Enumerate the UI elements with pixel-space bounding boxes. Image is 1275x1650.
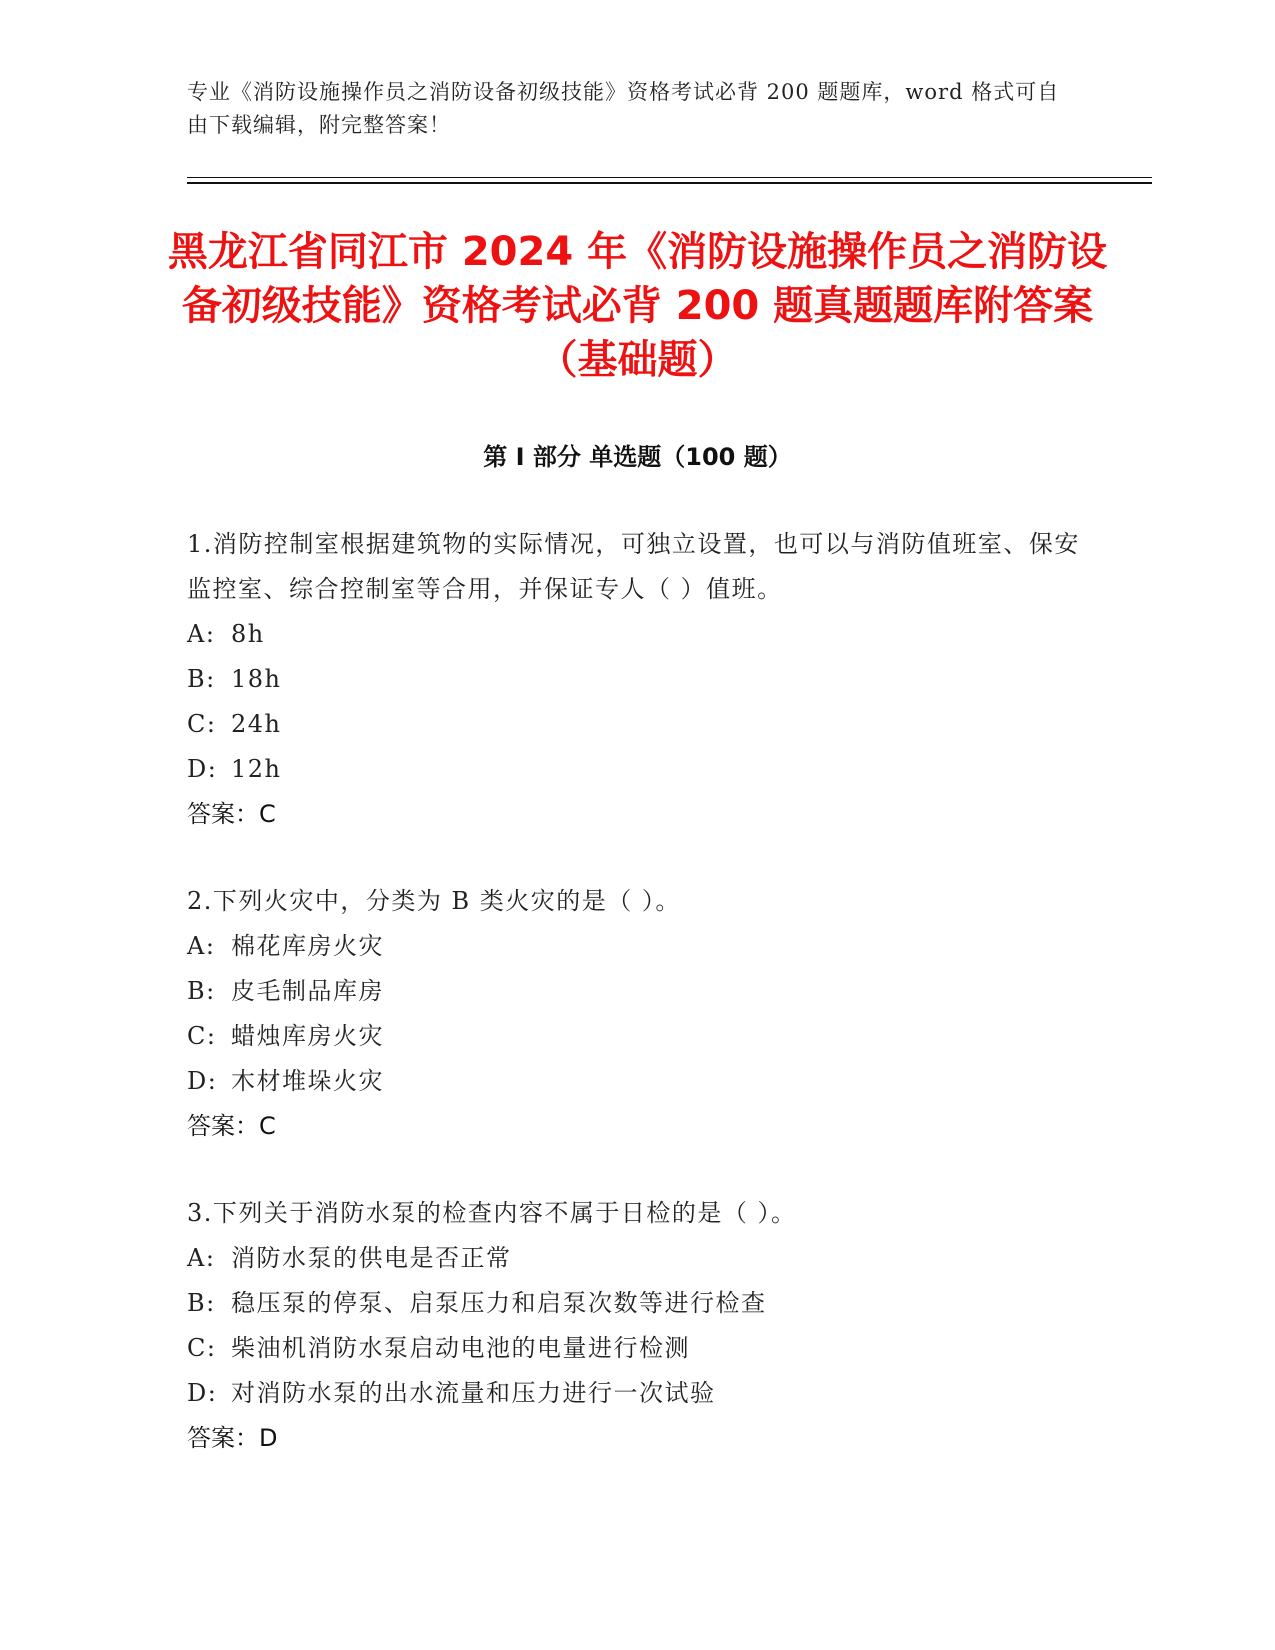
option-text: 消防水泵的供电是否正常	[231, 1244, 512, 1272]
option-b	[187, 657, 1087, 702]
question-3	[187, 1191, 1087, 1461]
option-letter: A:	[187, 620, 216, 648]
option-c	[187, 1326, 1087, 1371]
document-title: 黑龙江省同江市 2024 年《消防设施操作员之消防设备初级技能》资格考试必背 200 题真题题库附答案（基础题）	[167, 229, 1108, 383]
option-a	[187, 612, 1087, 657]
header-divider-thin	[187, 177, 1152, 178]
question-2	[187, 879, 1087, 1149]
option-text: 对消防水泵的出水流量和压力进行一次试验	[231, 1379, 716, 1407]
option-b	[187, 1281, 1087, 1326]
option-letter: C:	[187, 1022, 217, 1050]
option-letter: A:	[187, 1244, 216, 1272]
option-letter: D:	[187, 1067, 218, 1095]
option-letter: C:	[187, 1334, 217, 1362]
option-letter: C:	[187, 710, 217, 738]
option-d	[187, 1059, 1087, 1104]
option-text: 稳压泵的停泵、启泵压力和启泵次数等进行检查	[231, 1289, 767, 1317]
option-text: 木材堆垛火灾	[231, 1067, 384, 1095]
option-c	[187, 1014, 1087, 1059]
option-c	[187, 702, 1087, 747]
option-letter: D:	[187, 755, 218, 783]
option-text: 柴油机消防水泵启动电池的电量进行检测	[231, 1334, 690, 1362]
answer: 答案：C	[187, 1112, 276, 1140]
answer: 答案：D	[187, 1424, 278, 1452]
option-letter: D:	[187, 1379, 218, 1407]
option-letter: A:	[187, 932, 216, 960]
section-heading: 第 I 部分 单选题（100 题）	[483, 443, 792, 471]
option-a	[187, 924, 1087, 969]
header-divider-thick	[187, 182, 1152, 184]
option-text: 8h	[231, 620, 265, 648]
option-text: 12h	[231, 755, 282, 783]
answer: 答案：C	[187, 800, 276, 828]
option-letter: B:	[187, 665, 216, 693]
header-note: 专业《消防设施操作员之消防设备初级技能》资格考试必背 200 题题库，word 格式可自由下载编辑，附完整答案！	[187, 80, 1060, 137]
option-text: 18h	[231, 665, 282, 693]
option-text: 蜡烛库房火灾	[231, 1022, 384, 1050]
option-d	[187, 1371, 1087, 1416]
option-text: 皮毛制品库房	[231, 977, 384, 1005]
question-list	[187, 522, 1087, 1461]
question-stem: 2.下列火灾中，分类为 B 类火灾的是（ ）。	[187, 887, 681, 915]
option-a	[187, 1236, 1087, 1281]
option-text: 24h	[231, 710, 282, 738]
question-stem: 3.下列关于消防水泵的检查内容不属于日检的是（ ）。	[187, 1199, 797, 1227]
option-d	[187, 747, 1087, 792]
option-letter: B:	[187, 977, 216, 1005]
question-1	[187, 522, 1087, 837]
question-stem: 1.消防控制室根据建筑物的实际情况，可独立设置，也可以与消防值班室、保安监控室、综合控制室等合用，并保证专人（ ）值班。	[187, 530, 1080, 603]
option-text: 棉花库房火灾	[231, 932, 384, 960]
option-letter: B:	[187, 1289, 216, 1317]
option-b	[187, 969, 1087, 1014]
